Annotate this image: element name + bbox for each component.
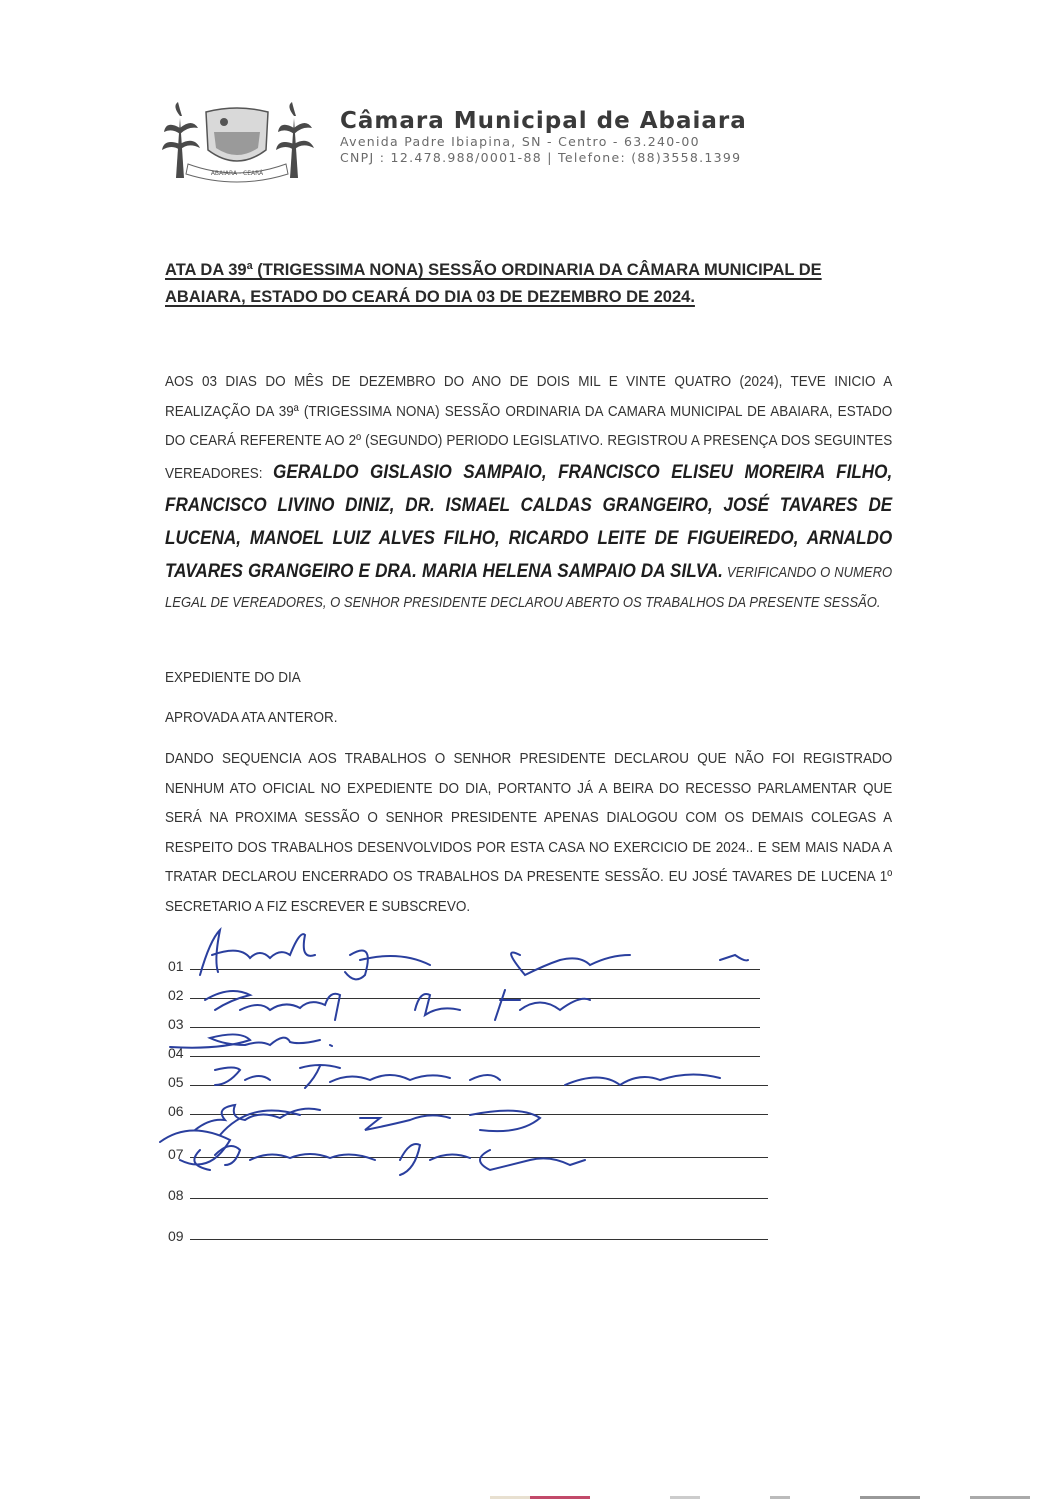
signature-row [168,1061,768,1090]
signature-list [168,945,768,1244]
title-line-1: ATA DA 39ª (TRIGESSIMA NONA) SESSÃO ORDINARIA DA CÂMARA MUNICIPAL DE [165,261,822,279]
institution-contact: CNPJ : 12.478.988/0001-88 | Telefone: (88)3558.1399 [340,150,742,165]
section-heading-expediente: EXPEDIENTE DO DIA [165,669,301,686]
councillor-names: GERALDO GISLASIO SAMPAIO, FRANCISCO ELISEU MOREIRA FILHO, FRANCISCO LIVINO DINIZ, DR. ISMAEL CALDAS GRANGEIRO, JOSÉ TAVARES DE LUCENA, MANOEL LUIZ ALVES FILHO, RICARDO LEITE DE FIGUEIREDO, ARNALDO TAVARES GRANGEIRO E DRA. MARIA HELENA SAMPAIO DA SILVA. [165,461,893,582]
signature-number: 08 [168,1187,184,1203]
signature-line[interactable] [190,1027,760,1028]
signature-line[interactable] [190,1085,768,1086]
signature-number: 07 [168,1146,184,1162]
signature-number: 02 [168,987,184,1003]
letterhead [158,98,898,188]
opening-paragraph [165,367,892,619]
scan-artifacts [490,1496,1050,1499]
document-title [165,257,893,311]
title-line-2: ABAIARA, ESTADO DO CEARÁ DO DIA 03 DE DEZEMBRO DE 2024. [165,288,695,306]
signature-number: 06 [168,1103,184,1119]
signature-row [168,1003,768,1032]
opening-intro: AOS 03 DIAS DO MÊS DE DEZEMBRO DO ANO DE DOIS MIL E VINTE QUATRO (2024), TEVE INICIO A REALIZAÇÃO DA 39ª (TRIGESSIMA NONA) SESSÃO ORDINARIA DA CAMARA MUNICIPAL DE ABAIARA, ESTADO DO CEARÁ REFERENTE AO 2º (SEGUNDO) PERIODO LEGISLATIVO. REGISTROU A PRESENÇA DOS SEGUINTES VEREADORES: [165,373,893,482]
signature-row [168,1215,768,1244]
signature-row [168,1090,768,1119]
signature-line[interactable] [190,1056,760,1057]
signature-number: 04 [168,1045,184,1061]
signature-row [168,1174,768,1203]
signature-line[interactable] [190,1239,768,1240]
signature-line[interactable] [190,1198,768,1199]
letterhead-text [340,108,747,166]
institution-address: Avenida Padre Ibiapina, SN - Centro - 63.240-00 [340,134,700,149]
signature-row [168,974,768,1003]
crest-caption: ABAIARA - CEARÁ [210,170,264,177]
signature-row [168,945,768,974]
institution-name: Câmara Municipal de Abaiara [340,108,747,134]
signature-row [168,1133,768,1162]
signature-line[interactable] [190,998,760,999]
approval-note: APROVADA ATA ANTEROR. [165,709,338,726]
signature-line[interactable] [190,969,760,970]
signature-number: 09 [168,1228,184,1244]
opening-closing: VERIFICANDO O NUMERO LEGAL DE VEREADORES, O SENHOR PRESIDENTE DECLAROU ABERTO OS TRABALHOS DA PRESENTE SESSÃO. [165,564,893,611]
signature-line[interactable] [190,1157,768,1158]
closing-paragraph: DANDO SEQUENCIA AOS TRABALHOS O SENHOR PRESIDENTE DECLAROU QUE NÃO FOI REGISTRADO NENHUM ATO OFICIAL NO EXPEDIENTE DO DIA, PORTANTO JÁ A BEIRA DO RECESSO PARLAMENTAR QUE SERÁ NA PROXIMA SESSÃO O SENHOR PRESIDENTE APENAS DIALOGOU COM OS DEMAIS COLEGAS A RESPEITO DOS TRABALHOS DESENVOLVIDOS POR ESTA CASA NO EXERCICIO DE 2024.. E SEM MAIS NADA A TRATAR DECLAROU ENCERRADO OS TRABALHOS DA PRESENTE SESSÃO. EU JOSÉ TAVARES DE LUCENA 1º SECRETARIO A FIZ ESCREVER E SUBSCREVO. [165,750,893,915]
signature-number: 03 [168,1016,184,1032]
signature-line[interactable] [190,1114,768,1115]
municipal-crest-icon [158,98,318,186]
signature-row [168,1032,768,1061]
signature-number: 01 [168,958,184,974]
signature-number: 05 [168,1074,184,1090]
